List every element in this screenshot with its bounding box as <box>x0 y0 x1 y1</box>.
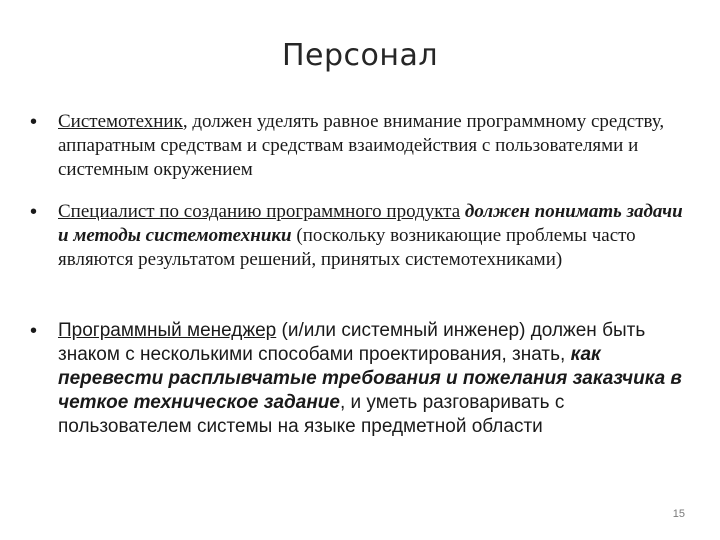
bullet-body-end: , и уметь разговаривать с пользователем системы на языке предметной области <box>58 392 565 437</box>
bullet-body: (поскольку возникающие проблемы часто являются результатом решений, принятых системотехниками) <box>58 225 636 270</box>
bullet-term: Системотехник <box>58 111 183 132</box>
bullet-text <box>58 200 685 272</box>
bullet-marker: • <box>30 111 38 133</box>
bullet-text <box>58 319 685 439</box>
bullet-body: (и/или системный инженер) должен быть знаком с несколькими способами проектирования, знать, <box>58 320 646 365</box>
bullet-marker: • <box>30 320 38 342</box>
bullet-term: Специалист по созданию программного продукта <box>58 201 461 222</box>
bullet-item-software-manager <box>30 319 685 439</box>
bullet-emphasis: как перевести расплывчатые требования и пожелания заказчика в четкое техническое задание <box>58 344 682 413</box>
bullet-emphasis: должен понимать задачи и методы системотехники <box>58 201 683 246</box>
bullet-marker: • <box>30 201 38 223</box>
bullet-term: Программный менеджер <box>58 320 277 341</box>
bullet-text <box>58 110 685 182</box>
bullet-item-software-specialist <box>30 200 685 272</box>
bullet-body: , должен уделять равное внимание программному средству, аппаратным средствам и средствам взаимодействия с пользователями и системным окружением <box>58 111 665 180</box>
page-number: 15 <box>672 508 685 520</box>
slide-title: Персонал <box>281 38 439 73</box>
bullet-item-system-engineer <box>30 110 685 182</box>
